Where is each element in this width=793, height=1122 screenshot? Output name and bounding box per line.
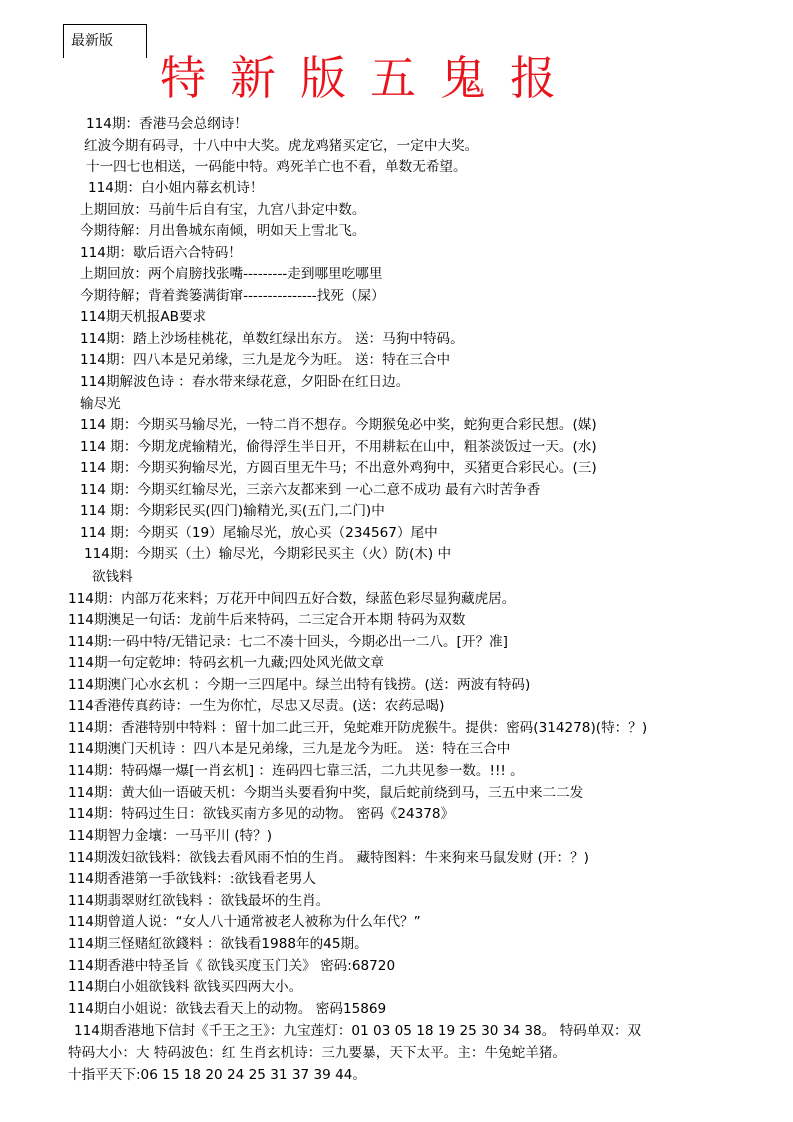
text-line: 114期曾道人说：“女人八十通常被老人被称为什么年代？” [68,914,421,930]
text-line: 十指平天下:06 15 18 20 24 25 31 37 39 44。 [68,1067,367,1083]
text-line: 114 期：今期买红输尽光，三亲六友都来到 一心二意不成功 最有六时苦争香 [80,482,541,498]
text-line: 114期:一码中特/无错记录：七二不凑十回头，今期必出一二八。[开？准] [68,634,508,650]
text-line: 红波今期有码寻，十八中中大奖。虎龙鸡猪买定它，一定中大奖。 [84,138,479,154]
text-line: 114 期：今期买（19）尾输尽光，放心买（234567）尾中 [80,525,438,541]
text-line: 114期香港中特圣旨《 欲钱买度玉门关》 密码:68720 [68,958,396,974]
text-line: 114香港传真药诗：一生为你忙，尽忠又尽责。(送：农药忌喝) [68,698,445,714]
text-line: 十一四七也相送，一码能中特。鸡死羊亡也不看，单数无希望。 [86,159,467,175]
edition-badge: 最新版 [63,24,147,58]
text-line: 114期香港第一手欲钱料：:欲钱看老男人 [68,871,317,887]
section-heading: 输尽光 [80,396,121,412]
text-line: 114期香港地下信封《千王之王》：九宝莲灯：01 03 05 18 19 25 30 34 38。 特码单双：双 [74,1023,642,1039]
text-line: 114 期：今期彩民买(四门)输精光,买(五门,二门)中 [80,503,385,519]
text-line: 114期澳门心水玄机 ：今期一三四尾中。绿兰出特有钱捞。(送：两波有特码) [68,677,531,693]
text-line: 114期：歇后语六合特码！ [80,245,242,261]
text-line: 114期澳门天机诗 ：四八本是兄弟缘，三九是龙今为旺。 送：特在三合中 [68,741,511,757]
text-line: 114 期：今期龙虎输精光，偷得浮生半日开，不用耕耘在山中，粗茶淡饭过一天。(水) [80,439,597,455]
text-line: 114期解波色诗 ：春水带来绿花意，夕阳卧在红日边。 [80,374,410,390]
text-line: 今期待解：月出鲁城东南倾，明如天上雪北飞。 [80,223,366,239]
text-line: 114期：香港特别中特料 ：留十加二此三开，兔蛇难开防虎猴牛。提供：密码(314278)(特：？) [68,720,648,736]
text-line: 114期：踏上沙场桂桃花，单数红绿出东方。 送：马狗中特码。 [80,331,464,347]
text-line: 特码大小：大 特码波色：红 生肖玄机诗：三九要暴，天下太平。主：牛兔蛇羊猪。 [68,1045,567,1061]
text-line: 114期：白小姐内幕玄机诗！ [88,180,264,196]
text-line: 114期天机报AB要求 [80,309,207,325]
text-line: 114期智力金壤：一马平川 (特？) [68,828,272,844]
text-line: 114期：香港马会总纲诗！ [86,116,248,132]
text-line: 114期：特码过生日：欲钱买南方多见的动物。 密码《24378》 [68,806,455,822]
text-line: 上期回放：马前牛后自有宝，九宫八卦定中数。 [80,202,366,218]
text-line: 今期待解；背着粪篓满街窜---------------找死（屎） [80,288,385,304]
text-line: 114期三怪赌紅欲錢料 ：欲钱看1988年的45期。 [68,936,368,952]
text-line: 114 期：今期买马输尽光，一特二肖不想存。今期猴兔必中奖，蛇狗更合彩民想。(媒) [80,417,597,433]
text-line: 114期白小姐欲钱料 欲钱买四两大小。 [68,979,303,995]
text-line: 114期：四八本是兄弟缘，三九是龙今为旺。 送：特在三合中 [80,352,451,368]
text-line: 114期澳足一句话：龙前牛后来特码，二三定合开本期 特码为双数 [68,612,466,628]
text-line: 114期：特码爆一爆[一肖玄机] ：连码四七靠三活，二九共见参一数。!!! 。 [68,763,524,779]
text-line: 114期：今期买（土）输尽光，今期彩民买主（火）防(木) 中 [84,546,452,562]
text-line: 114期翡翠财红欲钱料 ：欲钱最坏的生肖。 [68,893,330,909]
text-line: 114期泼妇欲钱料：欲钱去看风雨不怕的生肖。 藏特图料：牛来狗来马鼠发财 (开：？) [68,850,589,866]
text-line: 114期：黄大仙一语破天机：今期当头要看狗中奖，鼠后蛇前绕到马，三五中来二二发 [68,785,584,801]
text-line: 114期一句定乾坤：特码玄机一九藏;四处风光做文章 [68,655,384,671]
text-line: 114 期：今期买狗输尽光，方圆百里无牛马；不出意外鸡狗中，买猪更合彩民心。(三) [80,460,597,476]
text-line: 上期回放：两个肩膀找张嘴---------走到哪里吃哪里 [80,266,383,282]
section-heading: 欲钱料 [92,569,133,585]
text-line: 114期白小姐说：欲钱去看天上的动物。 密码15869 [68,1001,387,1017]
page-title: 特新版五鬼报 [160,51,580,105]
text-line: 114期：内部万花来料；万花开中间四五好合数，绿蓝色彩尽显狗藏虎居。 [68,591,516,607]
